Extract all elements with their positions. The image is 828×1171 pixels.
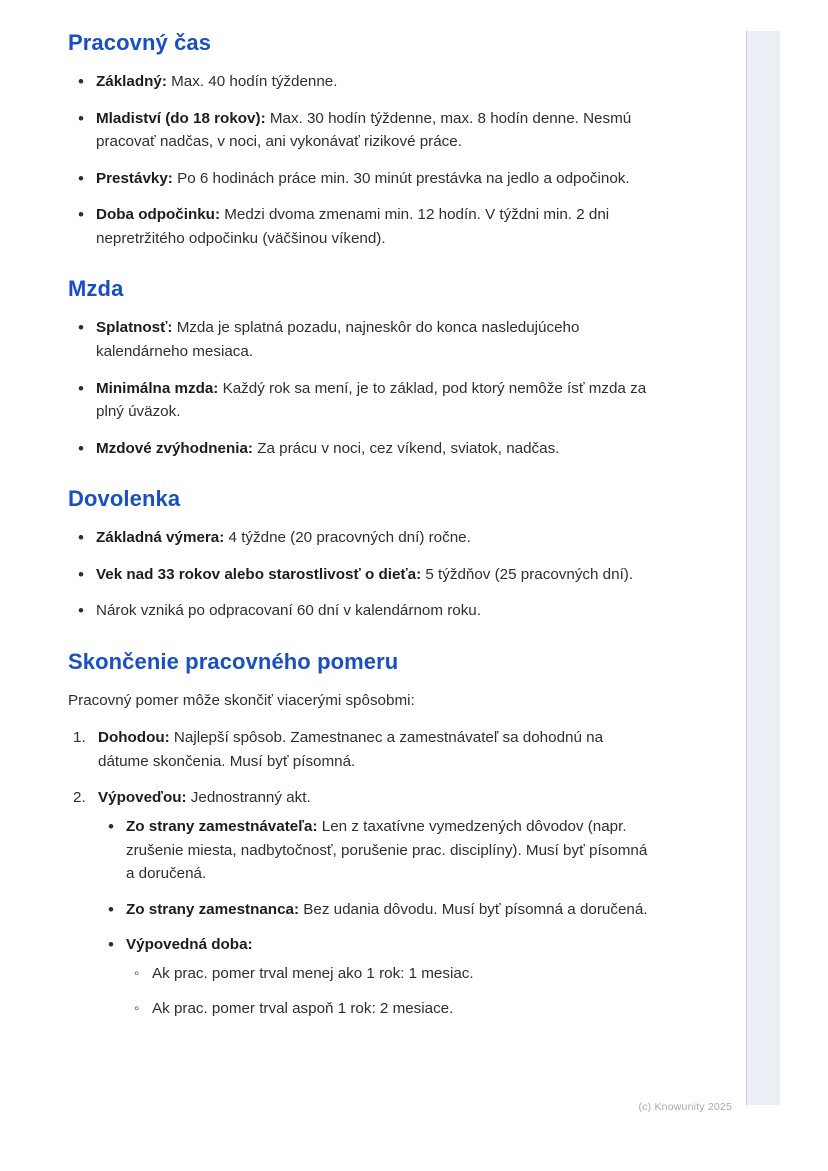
list-item-text: Max. 30 hodín týždenne, max. 8 hodín denne. Nesmú pracovať nadčas, v noci, ani vykonávať rizikové práce. (96, 109, 632, 151)
list-item-lead: Výpoveďou: (98, 788, 187, 806)
section-title: Skončenie pracovného pomeru (68, 648, 399, 674)
list-item: ◦ Ak prac. pomer trval aspoň 1 rok: 2 mesiace. (126, 997, 648, 1021)
list-item-text: Za prácu v noci, cez víkend, sviatok, nadčas. (252, 439, 560, 457)
bullet-list (68, 316, 648, 460)
list-item-lead: Mladiství (do 18 rokov): (96, 109, 266, 127)
list-item (68, 786, 648, 1021)
list-item (68, 70, 648, 94)
list-item (98, 898, 648, 922)
list-item-text: Každý rok sa mení, je to základ, pod ktorý nemôže ísť mzda za plný úväzok. (96, 379, 647, 421)
list-item-lead: Splatnosť: (96, 319, 173, 337)
section-pracovny-cas (68, 30, 648, 250)
list-item-text: Mzda je splatná pozadu, najneskôr do konca nasledujúceho kalendárneho mesiaca. (96, 319, 580, 360)
list-item-text: Max. 40 hodín týždenne. (166, 73, 338, 90)
list-item (98, 933, 648, 1020)
list-item-lead: Doba odpočinku: (96, 206, 221, 224)
list-item (98, 815, 648, 886)
list-item: ◦ Ak prac. pomer trval menej ako 1 rok: 1 mesiac. (126, 962, 648, 986)
section-title: Mzda (68, 276, 124, 302)
list-item-lead: Mzdové zvýhodnenia: (96, 439, 253, 457)
section-title: Pracovný čas (68, 30, 212, 55)
list-item (68, 316, 648, 363)
list-item-lead: Minimálna mzda: (96, 379, 219, 397)
sub-sub-bullet-list (126, 962, 648, 1020)
list-item-text: Jednostranný akt. (186, 788, 311, 806)
list-item-text: Bez udania dôvodu. Musí byť písomná a doručená. (299, 900, 648, 918)
numbered-list (68, 726, 648, 1020)
sub-bullet-list (98, 815, 648, 1020)
section-dovolenka (68, 486, 648, 623)
list-item (68, 726, 648, 773)
section-skoncenie-pracovneho-pomeru (68, 649, 648, 1020)
section-mzda (68, 276, 648, 460)
section-title: Dovolenka (68, 486, 181, 512)
list-item-lead: Zo strany zamestnanca: (126, 900, 300, 918)
list-item-text: Po 6 hodinách práce min. 30 minút prestávka na jedlo a odpočinok. (172, 169, 630, 187)
list-item-lead: Základná výmera: (96, 529, 225, 547)
list-item (68, 107, 648, 154)
list-item (68, 377, 648, 424)
list-item-text: Medzi dvoma zmenami min. 12 hodín. V týždni min. 2 dni nepretržitého odpočinku (väčšinou víkend). (96, 206, 610, 247)
list-item-text: 4 týždne (20 pracovných dní) ročne. (224, 529, 471, 547)
list-item (68, 437, 648, 461)
list-item (68, 563, 648, 587)
list-item-text: Najlepší spôsob. Zamestnanec a zamestnávateľ sa dohodnú na dátume skončenia. Musí byť písomná. (98, 729, 604, 770)
list-item (68, 599, 648, 623)
watermark: (c) Knowunity 2025 (638, 1101, 732, 1113)
list-item-lead: Zo strany zamestnávateľa: (126, 818, 318, 836)
list-item-lead: Prestávky: (96, 169, 173, 187)
list-item-lead: Základný: (96, 73, 167, 90)
bullet-list (68, 526, 648, 623)
list-item-lead: Dohodou: (98, 729, 170, 747)
list-item-text: Nárok vzniká po odpracovaní 60 dní v kalendárnom roku. (96, 602, 481, 620)
bullet-list (68, 70, 648, 250)
list-item-text: Len z taxatívne vymedzených dôvodov (napr. zrušenie miesta, nadbytočnosť, porušenie prac. disciplíny). Musí byť písomná a doručená. (126, 818, 648, 883)
list-item-lead: Výpovedná doba: (126, 936, 253, 954)
scrollbar-track[interactable] (746, 31, 780, 1105)
list-item-lead: Vek nad 33 rokov alebo starostlivosť o dieťa: (96, 565, 422, 583)
section-intro: Pracovný pomer môže skončiť viacerými spôsobmi: (68, 691, 415, 709)
list-item (68, 167, 648, 191)
list-item (68, 203, 648, 250)
list-item-text: 5 týždňov (25 pracovných dní). (421, 565, 634, 583)
document-content (68, 30, 648, 1020)
list-item (68, 526, 648, 550)
